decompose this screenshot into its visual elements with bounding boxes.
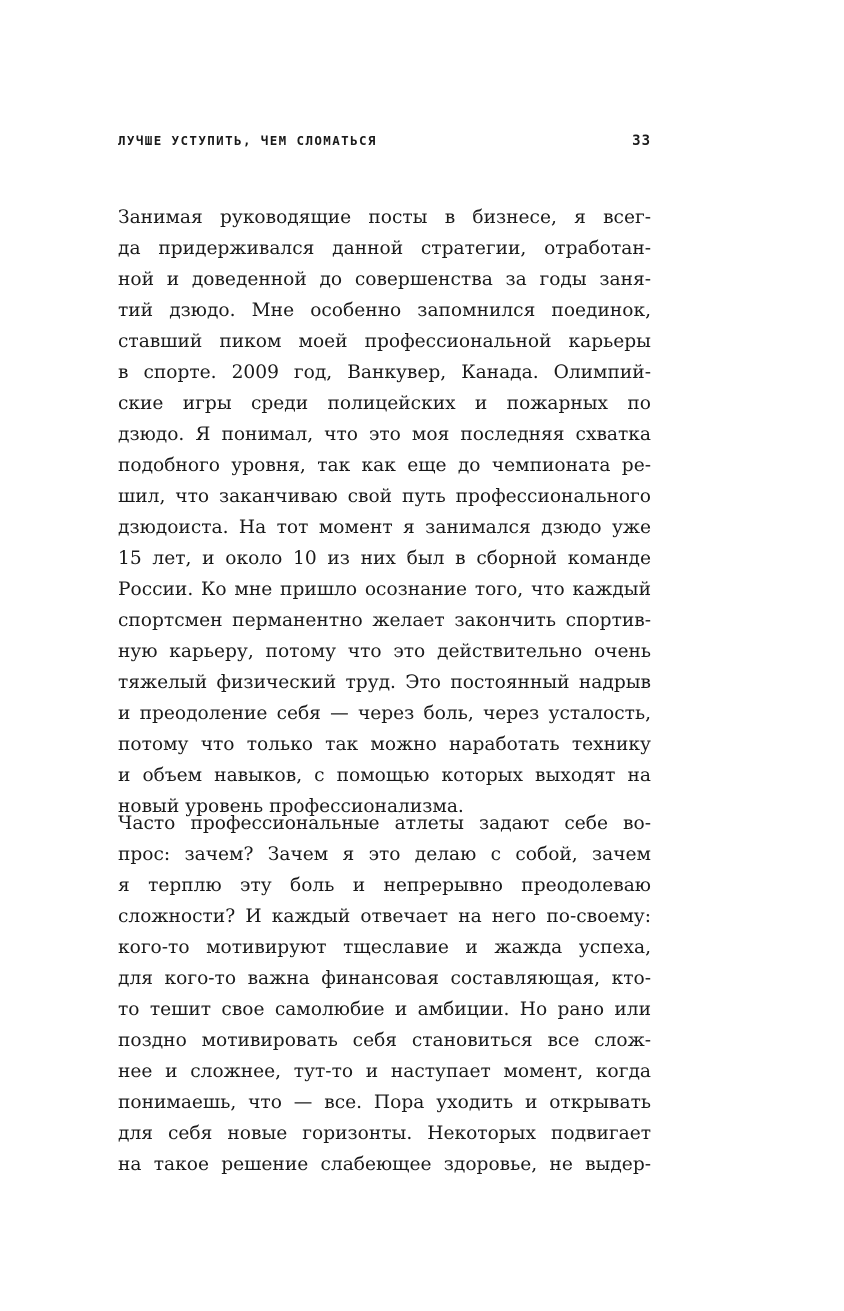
text-line: России. Ко мне пришло осознание того, что каждый [118, 579, 651, 600]
text-line: потому что только так можно наработать технику [118, 734, 651, 755]
running-title: ЛУЧШЕ УСТУПИТЬ, ЧЕМ СЛОМАТЬСЯ [118, 133, 377, 148]
text-line: в спорте. 2009 год, Ванкувер, Канада. Олимпий- [118, 362, 651, 383]
text-line: шил, что заканчиваю свой путь профессионального [118, 486, 651, 507]
text-line: тяжелый физический труд. Это постоянный надрыв [118, 672, 651, 693]
text-line: сложности? И каждый отвечает на него по-своему: [118, 906, 651, 927]
text-line: ставший пиком моей профессиональной карьеры [118, 331, 651, 352]
text-line: тий дзюдо. Мне особенно запомнился поединок, [118, 300, 651, 321]
text-line: то тешит свое самолюбие и амбиции. Но рано или [118, 999, 651, 1020]
running-header [118, 133, 651, 153]
text-line: подобного уровня, так как еще до чемпионата ре- [118, 455, 651, 476]
text-line: понимаешь, что — все. Пора уходить и открывать [118, 1092, 651, 1113]
text-line: новый уровень профессионализма. [118, 796, 464, 817]
text-line: нее и сложнее, тут-то и наступает момент, когда [118, 1061, 651, 1082]
paragraph-2 [118, 808, 651, 1180]
text-line: ной и доведенной до совершенства за годы заня- [118, 269, 651, 290]
text-line: Занимая руководящие посты в бизнесе, я всег- [118, 207, 651, 228]
text-line: поздно мотивировать себя становиться все слож- [118, 1030, 651, 1051]
text-line: я терплю эту боль и непрерывно преодолеваю [118, 875, 651, 896]
text-line: ские игры среди полицейских и пожарных по [118, 393, 651, 414]
text-line: прос: зачем? Зачем я это делаю с собой, зачем [118, 844, 651, 865]
page-number: 33 [632, 133, 651, 149]
text-line: для себя новые горизонты. Некоторых подвигает [118, 1123, 651, 1144]
text-line: кого-то мотивируют тщеславие и жажда успеха, [118, 937, 651, 958]
text-line: Часто профессиональные атлеты задают себе во- [118, 813, 651, 834]
text-line: дзюдо. Я понимал, что это моя последняя схватка [118, 424, 651, 445]
text-line: спортсмен перманентно желает закончить спортив- [118, 610, 651, 631]
paragraph-1 [118, 202, 651, 822]
text-line: и объем навыков, с помощью которых выходят на [118, 765, 651, 786]
text-line: да придерживался данной стратегии, отработан- [118, 238, 651, 259]
text-line: на такое решение слабеющее здоровье, не выдер- [118, 1154, 651, 1175]
text-line: и преодоление себя — через боль, через усталость, [118, 703, 651, 724]
text-line: 15 лет, и около 10 из них был в сборной команде [118, 548, 651, 569]
text-line: для кого-то важна финансовая составляющая, кто- [118, 968, 651, 989]
text-line: ную карьеру, потому что это действительно очень [118, 641, 651, 662]
text-line: дзюдоиста. На тот момент я занимался дзюдо уже [118, 517, 651, 538]
